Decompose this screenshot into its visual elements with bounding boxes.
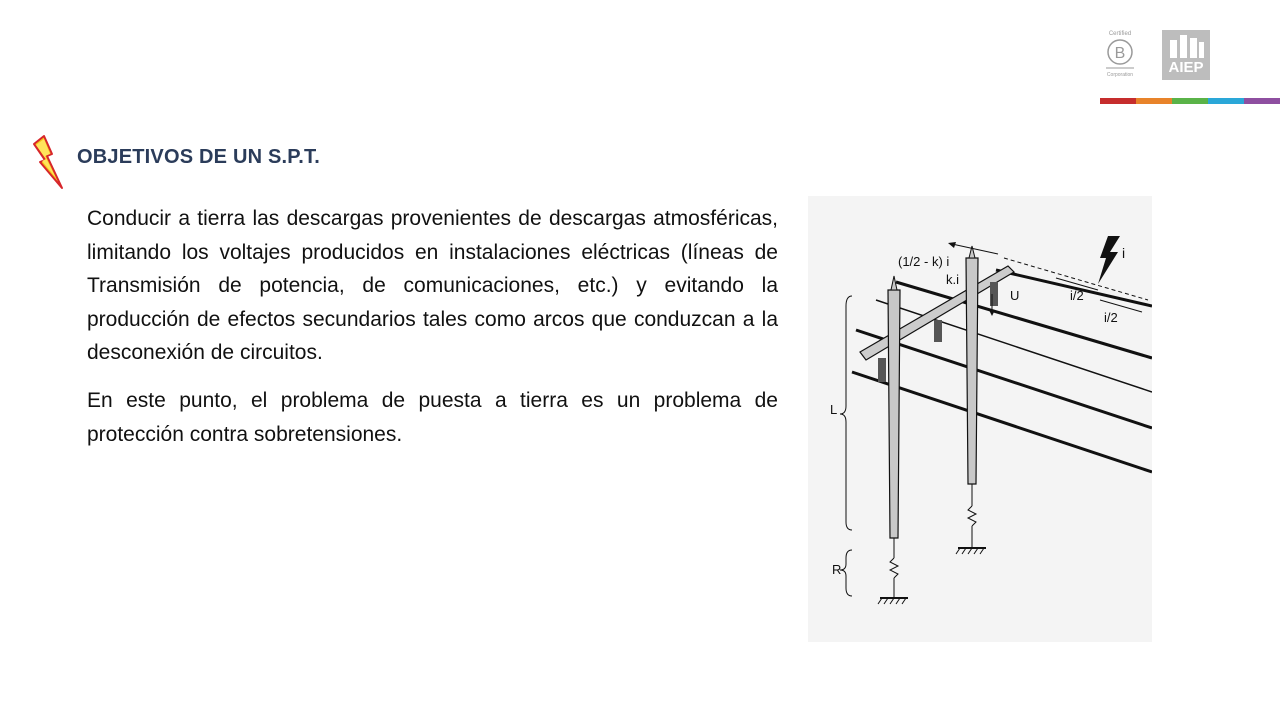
label-l: L	[830, 402, 838, 417]
color-bar-segment	[1100, 98, 1136, 104]
aiep-logo-text: AIEP	[1168, 59, 1204, 76]
color-bar-segment	[1244, 98, 1280, 104]
label-r: R	[832, 562, 842, 577]
label-i-half-2: i/2	[1104, 310, 1118, 325]
color-bar-segment	[1208, 98, 1244, 104]
bcorp-letter: B	[1114, 45, 1126, 62]
color-bar-segment	[1172, 98, 1208, 104]
label-i: i	[1122, 245, 1126, 261]
label-i-half-1: i/2	[1070, 288, 1084, 303]
brand-color-bar	[1100, 98, 1280, 104]
lightning-strike-icon	[1098, 236, 1120, 284]
aiep-logo	[1162, 30, 1210, 80]
slide-body	[87, 202, 778, 465]
slide-title: OBJETIVOS DE UN S.P.T.	[77, 146, 320, 168]
paragraph: Conducir a tierra las descargas provenientes de descargas atmosféricas, limitando los voltajes producidos en instalaciones eléctricas (líneas de Transmisión de potencia, de comunicaciones, etc.) y evitando la producción de efectos secundarios tales como arcos que conduzcan a la desconexión de circuitos.	[87, 207, 778, 365]
lightning-bolt-icon	[30, 134, 66, 190]
label-ki: k.i	[946, 272, 959, 287]
header-logos	[1100, 28, 1250, 88]
label-top-current: (1/2 - k) i	[898, 254, 950, 269]
transmission-line-diagram	[808, 196, 1152, 642]
color-bar-segment	[1136, 98, 1172, 104]
bcorp-logo	[1100, 28, 1140, 82]
label-u: U	[1010, 288, 1020, 303]
building-icon	[1162, 32, 1210, 60]
bcorp-line1: Certified	[1108, 31, 1132, 37]
paragraph: En este punto, el problema de puesta a tierra es un problema de protección contra sobretensiones.	[87, 388, 778, 446]
bcorp-line2: Corporation	[1106, 72, 1134, 78]
